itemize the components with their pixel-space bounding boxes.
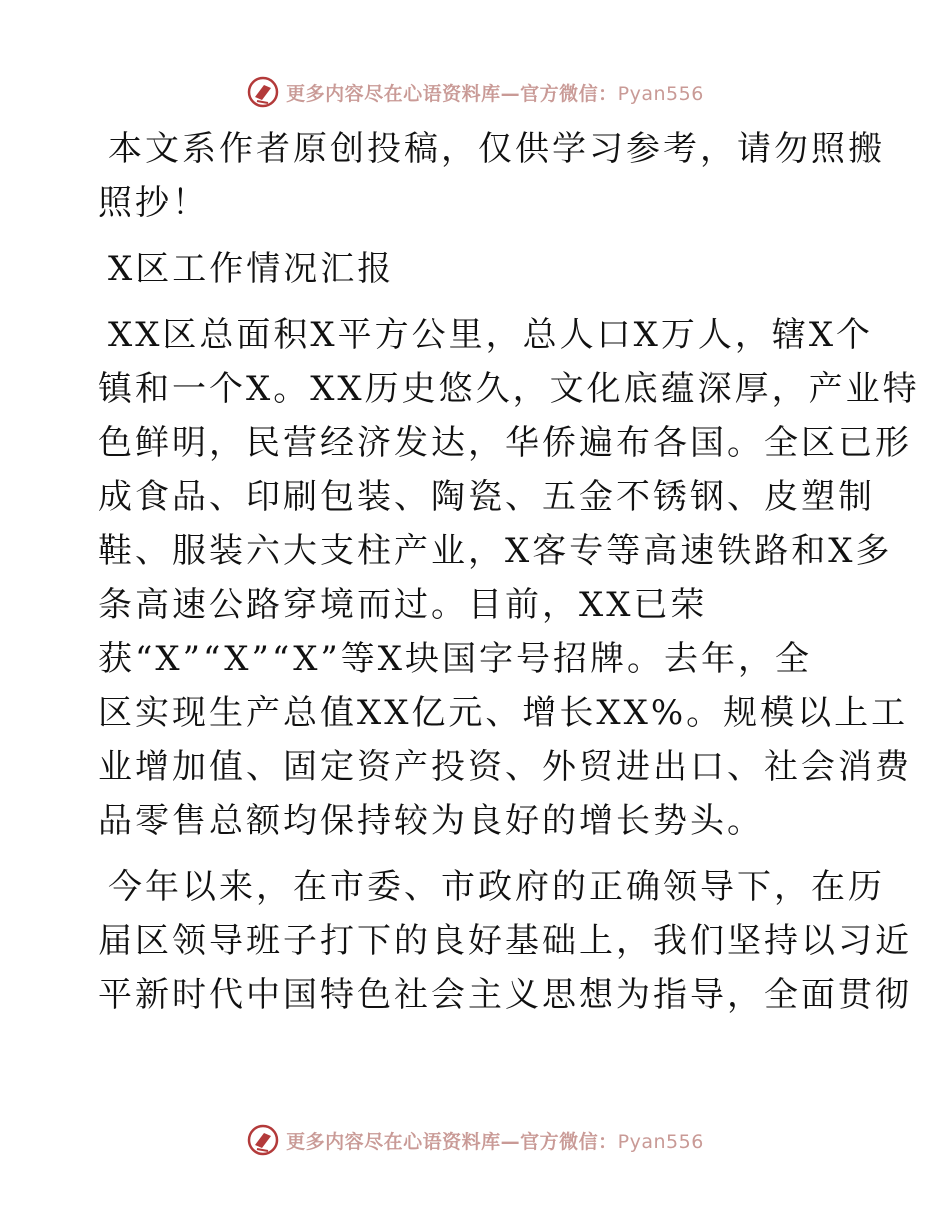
watermark-account: Pyan556 bbox=[617, 1130, 704, 1153]
header-watermark bbox=[0, 72, 950, 112]
watermark-account: Pyan556 bbox=[617, 82, 704, 105]
text-line: 今年以来，在市委、市政府的正确领导下，在历 bbox=[108, 867, 885, 907]
text-line: 品零售总额均保持较为良好的增长势头。 bbox=[98, 801, 764, 841]
watermark-text: 更多内容尽在心语资料库—官方微信：Pyan556 bbox=[286, 82, 704, 105]
text-line: 条高速公路穿境而过。目前，XX已荣 bbox=[98, 585, 708, 625]
paragraph-disclaimer bbox=[98, 122, 885, 230]
document-body bbox=[98, 122, 920, 1022]
text-line: X区工作情况汇报 bbox=[108, 249, 395, 289]
text-line: XX区总面积X平方公里，总人口X万人，辖X个 bbox=[108, 315, 874, 355]
text-line: 业增加值、固定资产投资、外贸进出口、社会消费 bbox=[98, 747, 912, 787]
paragraph-overview bbox=[98, 308, 920, 848]
text-line: 区实现生产总值XX亿元、增长XX%。规模以上工 bbox=[98, 693, 909, 733]
text-line: 本文系作者原创投稿，仅供学习参考，请勿照搬 bbox=[108, 129, 885, 169]
watermark-text: 更多内容尽在心语资料库—官方微信：Pyan556 bbox=[286, 1130, 704, 1153]
document-title bbox=[98, 242, 858, 296]
text-line: 届区领导班子打下的良好基础上，我们坚持以习近 bbox=[98, 921, 912, 961]
text-line: 鞋、服装六大支柱产业，X客专等高速铁路和X多 bbox=[98, 531, 893, 571]
text-line: 成食品、印刷包装、陶瓷、五金不锈钢、皮塑制 bbox=[98, 477, 875, 517]
brand-logo-icon bbox=[246, 75, 280, 109]
text-line: 照抄！ bbox=[98, 183, 209, 223]
text-line: 色鲜明，民营经济发达，华侨遍布各国。全区已形 bbox=[98, 423, 912, 463]
text-line: 平新时代中国特色社会主义思想为指导，全面贯彻 bbox=[98, 975, 912, 1015]
text-line: 镇和一个X。XX历史悠久，文化底蕴深厚，产业特 bbox=[98, 369, 920, 409]
brand-logo-icon bbox=[246, 1123, 280, 1157]
text-line: 获“X”“X”“X”等X块国字号招牌。去年，全 bbox=[98, 639, 813, 679]
footer-watermark bbox=[0, 1120, 950, 1160]
paragraph-progress bbox=[98, 860, 912, 1022]
